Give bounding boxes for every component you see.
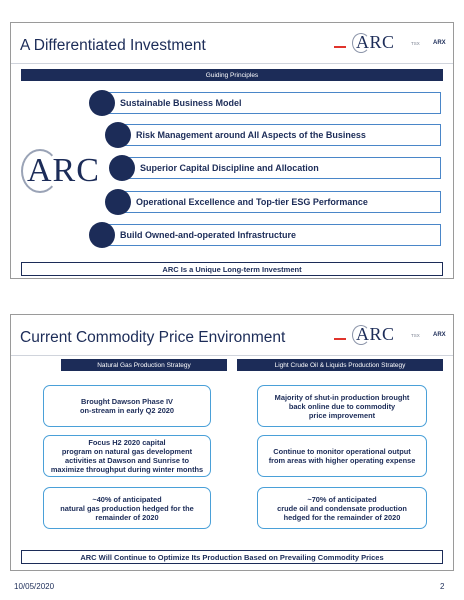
item-line: price improvement (308, 410, 376, 420)
tsx-label: TSX (411, 41, 420, 46)
principle-label: Operational Excellence and Top-tier ESG Performance (136, 197, 368, 207)
slide-footer-message: ARC Is a Unique Long-term Investment (21, 262, 443, 276)
item-line: program on natural gas development (61, 447, 193, 456)
slide-footer-message: ARC Will Continue to Optimize Its Production Based on Prevailing Commodity Prices (21, 550, 443, 564)
item-line: natural gas production hedged for the (60, 503, 194, 513)
slide-commodity-price-environment (10, 314, 454, 571)
title-divider (11, 63, 453, 64)
principle-bullet-icon (89, 222, 115, 248)
ticker-label: ARX (433, 332, 446, 338)
arc-logo: ARC (356, 324, 395, 344)
item-line: activities at Dawson and Sunrise to (64, 456, 190, 465)
item-line: on-stream in early Q2 2020 (79, 406, 175, 415)
crude-oil-heading: Light Crude Oil & Liquids Production Strategy (237, 359, 443, 371)
crude-oil-item (257, 435, 427, 477)
slide-title: Current Commodity Price Environment (20, 329, 286, 346)
principle-bullet-icon (105, 122, 131, 148)
principle-label: Superior Capital Discipline and Allocation (140, 163, 319, 173)
principle-item (119, 191, 441, 213)
slide-header (11, 23, 453, 67)
guiding-principles-banner: Guiding Principles (21, 69, 443, 81)
natural-gas-heading: Natural Gas Production Strategy (61, 359, 227, 371)
principle-bullet-icon (89, 90, 115, 116)
arc-large-logo (27, 151, 105, 191)
item-line: Brought Dawson Phase IV (80, 397, 173, 406)
item-line: ~70% of anticipated (307, 494, 377, 504)
slide-header (11, 315, 453, 359)
slide-title: A Differentiated Investment (20, 37, 206, 54)
item-line: from areas with higher operating expense (268, 456, 416, 465)
natural-gas-item (43, 385, 211, 427)
item-line: hedged for the remainder of 2020 (283, 512, 401, 522)
slide-differentiated-investment (10, 22, 454, 279)
item-line: crude oil and condensate production (277, 503, 407, 513)
principle-bullet-icon (105, 189, 131, 215)
principle-label: Risk Management around All Aspects of the Business (136, 130, 366, 140)
arc-logo: ARC (356, 32, 395, 52)
tsx-label: TSX (411, 333, 420, 338)
principle-item (119, 124, 441, 146)
principle-item (103, 224, 441, 246)
logo-dash (334, 338, 346, 340)
principle-label: Build Owned-and-operated Infrastructure (120, 230, 297, 240)
crude-oil-item (257, 487, 427, 529)
page-number: 2 (440, 582, 445, 591)
item-line: maximize throughput during winter months (50, 465, 204, 474)
crude-oil-item (257, 385, 427, 427)
title-divider (11, 355, 453, 356)
principle-item (123, 157, 441, 179)
item-line: remainder of 2020 (95, 512, 159, 522)
principle-label: Sustainable Business Model (120, 98, 242, 108)
natural-gas-item (43, 487, 211, 529)
principle-item (103, 92, 441, 114)
item-line: ~40% of anticipated (92, 494, 162, 504)
page-date: 10/05/2020 (14, 582, 55, 591)
natural-gas-item (43, 435, 211, 477)
item-line: Majority of shut-in production brought (274, 392, 410, 402)
arc-large-logo-text: ARC (27, 152, 100, 189)
logo-dash (334, 46, 346, 48)
ticker-label: ARX (433, 40, 446, 46)
principle-bullet-icon (109, 155, 135, 181)
item-line: Continue to monitor operational output (273, 447, 411, 456)
item-line: back online due to commodity (288, 401, 396, 411)
item-line: Focus H2 2020 capital (88, 438, 166, 447)
